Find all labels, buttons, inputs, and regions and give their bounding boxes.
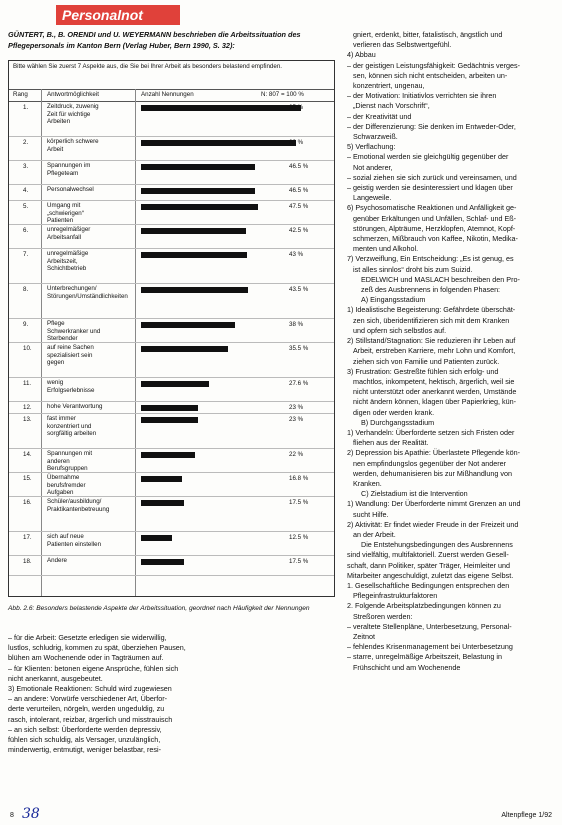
journal-footer: Altenpflege 1/92 <box>501 812 552 819</box>
table-intro: Bitte wählen Sie zuerst 7 Aspekte aus, die Sie bei Ihrer Arbeit als besonders belastend empfinden. <box>13 63 282 70</box>
row-label: Spannungen im Pflegeteam <box>47 162 91 177</box>
body-line: Pflegeinfrastrukturfaktoren <box>353 591 438 601</box>
row-label: Personalwechsel <box>47 186 94 193</box>
table-row <box>9 472 334 497</box>
body-line: EDELWICH und MASLACH beschreiben den Pro- <box>361 274 520 284</box>
body-line: und opfern sich selbstlos auf. <box>353 325 447 335</box>
row-label: sich auf neue Patienten einstellen <box>47 533 102 548</box>
row-rank: 12. <box>23 404 32 411</box>
row-percent: 16.8 % <box>289 475 309 482</box>
body-line: Arbeit, erstreben Karriere, mehr Lohn und Komfort, <box>353 346 516 356</box>
body-line: digen oder werden krank. <box>353 407 435 417</box>
table-row <box>9 342 334 378</box>
body-line: nicht ändern können, klagen über Papierkrieg, kün- <box>353 397 517 407</box>
row-percent: 23 % <box>289 416 304 423</box>
body-line: Langeweile. <box>353 193 392 203</box>
body-line: 1) Wandlung: Der Überforderte nimmt Grenzen an und <box>347 499 521 509</box>
row-bar <box>141 252 247 258</box>
body-line: sucht Hilfe. <box>353 509 389 519</box>
row-bar <box>141 140 296 146</box>
row-label: Schüler/ausbildung/ Praktikantenbetreuung <box>47 498 110 513</box>
body-line: Kranken. <box>353 478 382 488</box>
row-percent: 22 % <box>289 451 304 458</box>
header-count: Anzahl Nennungen <box>141 91 194 98</box>
body-line: rasch, intolerant, reizbar, ärgerlich und misstrauisch <box>8 714 173 724</box>
row-label: hohe Verantwortung <box>47 403 103 410</box>
row-label: unregelmäßige Arbeitszeit, Schichtbetrieb <box>47 250 89 272</box>
row-bar <box>141 452 195 458</box>
header-label: Antwortmöglichkeit <box>47 91 99 98</box>
header-rank: Rang <box>13 91 28 98</box>
row-bar <box>141 500 184 506</box>
row-percent: 17.5 % <box>289 558 309 565</box>
body-line: Schwarzweiß. <box>353 132 398 142</box>
row-rank: 17. <box>23 534 32 541</box>
citation-heading: GÜNTERT, B., B. ORENDI und U. WEYERMANN beschrieben die Arbeitssituation des Pflegepersonals im Kanton Bern (Verlag Huber, Bern 1990, S. 32): <box>8 30 301 50</box>
row-bar <box>141 164 255 170</box>
row-label: fast immer konzentriert und sorgfältig arbeiten <box>47 415 97 437</box>
row-rank: 6. <box>23 227 29 234</box>
row-label: Unterbrechungen/ Störungen/Umständlichkeiten <box>47 285 128 300</box>
row-label: auf reine Sachen spezialisiert sein gegen <box>47 344 94 366</box>
table-row <box>9 248 334 284</box>
table-row <box>9 555 334 576</box>
row-percent: 47.5 % <box>289 203 309 210</box>
body-line: – der Differenzierung: Sie denken im Entweder-Oder, <box>347 121 516 131</box>
body-line: 2) Aktivität: Er findet wieder Freude in der Freizeit und <box>347 519 519 529</box>
survey-table <box>8 60 335 597</box>
body-line: 1) Verhandeln: Überforderte setzen sich Fristen oder <box>347 427 515 437</box>
row-percent: 65 % <box>289 104 304 111</box>
body-line: fliehen aus der Realität. <box>353 438 429 448</box>
row-bar <box>141 104 304 111</box>
row-rank: 3. <box>23 163 29 170</box>
body-line: sind vielfältig, multifaktoriell. Zuerst werden Gesell- <box>347 550 509 560</box>
row-bar <box>141 287 248 293</box>
row-percent: 38 % <box>289 321 304 328</box>
body-line: – fehlendes Krisenmanagement bei Unterbesetzung <box>347 642 513 652</box>
page-number: 8 <box>10 812 14 819</box>
body-text-left <box>8 633 334 755</box>
body-line: blühen am Wochenende oder in Tagträumen auf. <box>8 653 164 663</box>
row-percent: 35.5 % <box>289 345 309 352</box>
table-row <box>9 448 334 473</box>
row-label: Übernahme berufsfremder Aufgaben <box>47 474 86 496</box>
row-label: Pflege Schwerkranker und Sterbender <box>47 320 101 342</box>
handwritten-mark: 38 <box>22 806 40 822</box>
row-label: körperlich schwere Arbeit <box>47 138 99 153</box>
body-line: lustlos, schludrig, kommen zu spät, überziehen Pausen, <box>8 643 186 653</box>
body-line: schaft, dann Politiker, später Träger, Heimleiter und <box>347 560 510 570</box>
body-line: zen sich, überidentifizieren sich mit dem Kranken <box>353 315 510 325</box>
row-percent: 46.5 % <box>289 163 309 170</box>
row-bar <box>141 535 172 541</box>
row-bar <box>141 559 184 565</box>
body-line: gniert, erdenkt, bitter, fatalistisch, ängstlich und <box>353 30 503 39</box>
body-line: – geistig werden sie desinteressiert und klagen über <box>347 183 513 193</box>
table-row <box>9 318 334 343</box>
body-line: 2) Stillstand/Stagnation: Sie reduzieren ihr Leben auf <box>347 336 516 346</box>
figure-caption: Abb. 2.6: Besonders belastende Aspekte der Arbeitssituation, geordnet nach Häufigkeit der Nennungen <box>8 605 310 612</box>
body-line: fühlen sich schuldig, als Versager, unzulänglich, <box>8 735 161 745</box>
row-percent: 42.5 % <box>289 227 309 234</box>
row-bar <box>141 476 182 482</box>
row-rank: 8. <box>23 286 29 293</box>
row-bar <box>141 322 235 328</box>
body-line: – für die Arbeit: Gesetzte erledigen sie widerwillig, <box>8 633 167 642</box>
table-row <box>9 160 334 185</box>
table-row <box>9 377 334 402</box>
body-line: – sozial ziehen sie sich zurück und vereinsamen, und <box>347 172 517 182</box>
row-label: Andere <box>47 557 67 564</box>
row-percent: 27.6 % <box>289 380 309 387</box>
body-line: sen, können sich nicht entscheiden, arbeiten un- <box>353 70 508 80</box>
row-percent: 43 % <box>289 251 304 258</box>
body-line: B) Durchgangsstadium <box>361 417 435 427</box>
body-line: nicht anerkannt, ausgebeutet. <box>8 673 103 683</box>
body-line: werden, dehumanisieren bis zur Mißhandlung von <box>353 468 513 478</box>
body-line: – für Klienten: betonen eigene Ansprüche, fühlen sich <box>8 663 179 673</box>
row-bar <box>141 204 258 210</box>
body-line: Zeitnot <box>353 631 375 641</box>
body-line: – der Motivation: Initiativlos verrichten sie ihren <box>347 91 497 101</box>
body-line: störungen, Alpträume, Herzklopfen, Atemnot, Kopf- <box>353 223 516 233</box>
section-banner: Personalnot <box>56 5 180 25</box>
body-line: 2) Depression bis Apathie: Überlastete Pflegende kön- <box>347 448 521 458</box>
row-rank: 10. <box>23 345 32 352</box>
row-rank: 13. <box>23 416 32 423</box>
row-bar <box>141 417 198 423</box>
body-line: 6) Psychosomatische Reaktionen und Anfälligkeit ge- <box>347 203 517 213</box>
row-percent: 17.5 % <box>289 499 309 506</box>
row-percent: 43.5 % <box>289 286 309 293</box>
table-row <box>9 283 334 319</box>
body-line: 1) Idealistische Begeisterung: Gefährdete überschät- <box>347 305 516 315</box>
body-line: menten und Alkohol. <box>353 244 419 254</box>
table-row <box>9 136 334 161</box>
row-rank: 7. <box>23 251 29 258</box>
row-rank: 15. <box>23 475 32 482</box>
table-row <box>9 101 334 137</box>
body-line: 3) Frustration: Gestreßte fühlen sich erfolg- und <box>347 366 499 376</box>
body-line: nicht unterstützt oder anerkannt werden, Umstände <box>353 387 517 397</box>
row-rank: 14. <box>23 451 32 458</box>
table-row <box>9 224 334 249</box>
body-line: Mitarbeiter angeschuldigt, zuletzt das eigene Selbst. <box>347 570 514 580</box>
row-rank: 16. <box>23 499 32 506</box>
row-rank: 1. <box>23 104 29 111</box>
row-bar <box>141 405 198 411</box>
body-line: Not anderer, <box>353 162 393 172</box>
body-line: zeß des Ausbrennens in folgenden Phasen: <box>361 285 501 295</box>
body-line: Die Entstehungsbedingungen des Ausbrennens <box>361 540 513 550</box>
body-line: A) Eingangsstadium <box>361 295 426 305</box>
body-line: 4) Abbau <box>347 50 376 60</box>
row-bar <box>141 346 228 352</box>
body-line: an der Arbeit. <box>353 529 396 539</box>
table-row <box>9 200 334 225</box>
body-line: – an sich selbst: Überforderte werden depressiv, <box>8 724 162 734</box>
body-line: verlieren das Selbstwertgefühl. <box>353 40 452 50</box>
table-row <box>9 531 334 556</box>
row-percent: 46.5 % <box>289 187 309 194</box>
row-bar <box>141 228 246 234</box>
body-text-right <box>347 30 555 673</box>
body-line: nen empfindungslos gegenüber der Not anderer <box>353 458 507 468</box>
row-rank: 11. <box>23 380 32 387</box>
row-rank: 4. <box>23 187 29 194</box>
body-line: konzentriert, ungenau, <box>353 81 425 91</box>
body-line: – Emotional werden sie gleichgültig gegenüber der <box>347 152 509 162</box>
body-line: – starre, unregelmäßige Arbeitszeit, Belastung in <box>347 652 503 662</box>
row-percent: 12.5 % <box>289 534 309 541</box>
body-line: schmerzen, Mißbrauch von Kaffee, Nikotin, Medika- <box>353 234 518 244</box>
header-n: N: 807 = 100 % <box>261 91 304 98</box>
table-row <box>9 496 334 532</box>
row-rank: 9. <box>23 321 29 328</box>
row-label: Spannungen mit anderen Berufsgruppen <box>47 450 93 472</box>
row-label: unregelmäßiger Arbeitsanfall <box>47 226 91 241</box>
body-line: 7) Verzweiflung, Ein Entscheidung: „Es ist genug, es <box>347 254 514 264</box>
row-label: Zeitdruck, zuwenig Zeit für wichtige Arbeiten <box>47 103 99 125</box>
body-line: 5) Verflachung: <box>347 142 396 152</box>
body-line: minderwertig, entmutigt, weniger belastbar, resi- <box>8 745 162 755</box>
body-line: derte verurteilen, nörgeln, werden ungeduldig, zu <box>8 704 165 714</box>
row-rank: 18. <box>23 558 32 565</box>
row-bar <box>141 188 255 194</box>
body-line: 2. Folgende Arbeitsplatzbedingungen können zu <box>347 601 501 611</box>
table-row <box>9 184 334 201</box>
body-line: – der Kreativität und <box>347 111 412 121</box>
body-line: genüber Erkältungen und Unfällen, Schlaf- und Eß- <box>353 213 517 223</box>
body-line: ziehen sich von Familie und Patienten zurück. <box>353 356 500 366</box>
row-percent: 63 % <box>289 139 304 146</box>
row-percent: 23 % <box>289 404 304 411</box>
row-label: wenig Erfolgserlebnisse <box>47 379 95 394</box>
body-line: ist alles sinnlos“ droht bis zum Suizid. <box>353 264 473 274</box>
body-line: – veraltete Stellenpläne, Unterbesetzung, Personal- <box>347 621 512 631</box>
body-line: 3) Emotionale Reaktionen: Schuld wird zugewiesen <box>8 684 172 694</box>
body-line: „Dienst nach Vorschrift“, <box>353 101 430 111</box>
row-rank: 2. <box>23 139 29 146</box>
body-line: C) Zielstadium ist die Intervention <box>361 489 468 499</box>
row-bar <box>141 381 209 387</box>
body-line: machtlos, inkompetent, hektisch, ärgerlich, weil sie <box>353 376 515 386</box>
body-line: – an andere: Vorwürfe verschiedener Art, Überfor- <box>8 694 168 704</box>
body-line: Streßoren werden: <box>353 611 413 621</box>
body-line: 1. Gesellschaftliche Bedingungen entsprechen den <box>347 580 510 590</box>
row-rank: 5. <box>23 203 29 210</box>
row-label: Umgang mit „schwierigen“ Patienten <box>47 202 84 224</box>
table-row <box>9 413 334 449</box>
body-line: – der geistigen Leistungsfähigkeit: Gedächtnis verges- <box>347 60 521 70</box>
body-line: Frühschicht und am Wochenende <box>353 662 461 672</box>
